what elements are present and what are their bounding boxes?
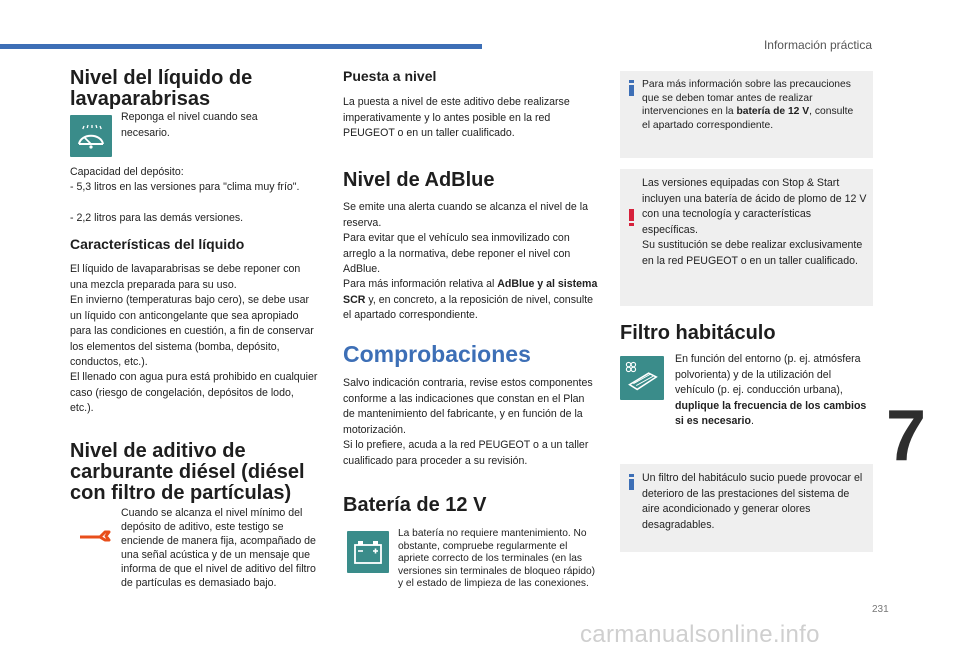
fluid-paragraph-1: El líquido de lavaparabrisas se debe reponer con una mezcla preparada para su uso.	[70, 263, 301, 291]
checks-paragraph-2: Si lo prefiere, acuda a la red PEUGEOT o a un taller cualificado para proceder a su revisión.	[343, 439, 589, 467]
washer-capacity-item-1: - 5,3 litros en las versiones para "clima muy frío".	[70, 181, 300, 193]
cabin-filter-text	[675, 352, 870, 430]
watermark-text: carmanualsonline.info	[580, 621, 820, 648]
header-bar	[0, 44, 482, 49]
page-number: 231	[872, 604, 889, 615]
reset-title: Puesta a nivel	[343, 68, 437, 84]
filter-bold: duplique la frecuencia de los cambios si es necesario	[675, 399, 867, 427]
battery-icon	[347, 531, 389, 573]
info-box-filter-text: Un filtro del habitáculo sucio puede provocar el deterioro de las prestaciones del sistema de aire acondicionado y generar olores desagradables.	[642, 472, 863, 531]
checks-title: Comprobaciones	[343, 341, 531, 367]
info1-bold: batería de 12 V	[736, 106, 810, 117]
adblue-p3-bold: AdBlue y al sistema SCR	[343, 278, 598, 306]
washer-icon-text: Reponga el nivel cuando sea necesario.	[121, 111, 258, 139]
filter-post: .	[750, 415, 754, 427]
info1-post: , consulte el apartado correspondiente.	[642, 106, 854, 131]
cabin-filter-icon	[620, 356, 664, 400]
fluid-paragraph-2: En invierno (temperaturas bajo cero), se debe usar un líquido con anticongelante que sea apropiado para las condiciones en cuestión, a fin de conservar los elementos del sistema (bomba, depósito, conductos, etc.).	[70, 294, 314, 368]
adblue-title: Nivel de AdBlue	[343, 169, 495, 191]
info-icon	[629, 474, 634, 490]
chapter-number: 7	[886, 396, 927, 476]
washer-capacity-item-2: - 2,2 litros para las demás versiones.	[70, 212, 244, 224]
adblue-paragraph-2: Para evitar que el vehículo sea inmovilizado con arreglo a la normativa, debe reponer el nivel con AdBlue.	[343, 232, 571, 275]
battery-title: Batería de 12 V	[343, 494, 487, 516]
warning-icon	[629, 209, 634, 226]
battery-icon-text: La batería no requiere mantenimiento. No obstante, compruebe regularmente el apriete correcto de los terminales (en las versiones sin terminales de bloqueo rápido) y el estado de limpieza de las conexiones.	[398, 528, 596, 589]
cabin-filter-title: Filtro habitáculo	[620, 322, 776, 344]
adblue-paragraph-1: Se emite una alerta cuando se alcanza el nivel de la reserva.	[343, 201, 588, 229]
warning-paragraph-2: Su sustitución se debe realizar exclusivamente en la red PEUGEOT o en un taller cualificado.	[642, 239, 863, 267]
reset-text: La puesta a nivel de este aditivo debe realizarse imperativamente y lo antes posible en la red PEUGEOT o en un taller cualificado.	[343, 96, 570, 139]
fluid-paragraph-3: El llenado con agua pura está prohibido en cualquier caso (riesgo de congelación, depósitos de lodo, etc.).	[70, 371, 318, 414]
fluid-characteristics-title: Características del líquido	[70, 236, 245, 252]
warning-paragraph-1: Las versiones equipadas con Stop & Start incluyen una batería de ácido de plomo de 12 V con una tecnología y características específicas.	[642, 177, 867, 236]
filter-pre: En función del entorno (p. ej. atmósfera polvorienta) y de la utilización del vehículo (p. ej. conducción urbana),	[675, 353, 861, 396]
washer-capacity-label: Capacidad del depósito:	[70, 166, 184, 178]
washer-icon	[70, 115, 112, 157]
checks-paragraph-1: Salvo indicación contraria, revise estos componentes conforme a las indicaciones que constan en el Plan de mantenimiento del fabricante, y en función de la motorización.	[343, 377, 593, 436]
info1-pre: Para más información sobre las precauciones que se deben tomar antes de realizar intervenciones en la	[642, 79, 851, 117]
info-icon	[629, 80, 634, 96]
adblue-p3-post: y, en concreto, a la reposición de nivel, consulte el apartado correspondiente.	[343, 293, 594, 321]
section-title: Información práctica	[763, 38, 872, 52]
additive-icon-text: Cuando se alcanza el nivel mínimo del depósito de aditivo, este testigo se enciende de manera fija, acompañado de una señal acústica y de un mensaje que informa de que el nivel de aditivo del filtro de partículas es demasiado bajo.	[121, 507, 316, 589]
adblue-p3-pre: Para más información relativa al	[343, 278, 498, 290]
adblue-paragraph-3	[343, 277, 601, 324]
washer-fluid-title: Nivel del líquido de lavaparabrisas	[70, 67, 253, 110]
wrench-icon	[76, 515, 112, 551]
info-box-battery-text	[642, 78, 864, 132]
additive-level-title: Nivel de aditivo de carburante diésel (diésel con filtro de partículas)	[70, 440, 305, 504]
